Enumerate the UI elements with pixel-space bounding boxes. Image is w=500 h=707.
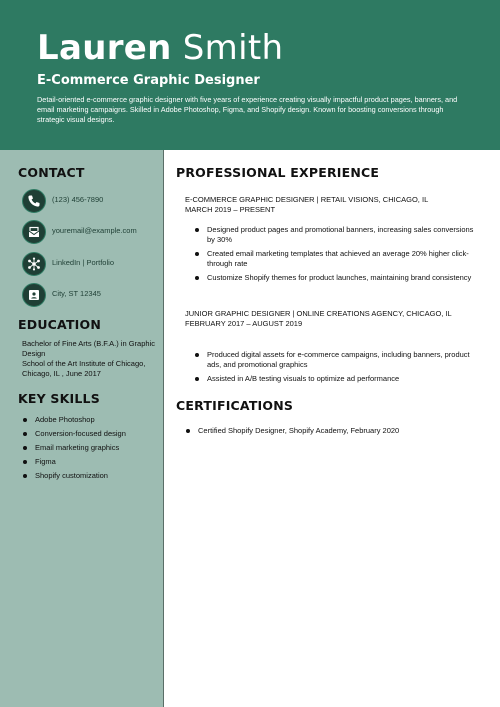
list-item: Email marketing graphics xyxy=(22,441,126,455)
contact-address xyxy=(22,283,162,307)
job-1-header xyxy=(185,195,470,215)
list-item: Assisted in A/B testing visuals to optimize ad performance xyxy=(195,374,475,384)
list-item: Designed product pages and promotional banners, increasing sales conversions by 30% xyxy=(195,225,475,245)
last-name: Smith xyxy=(182,28,284,68)
address-text: City, ST 12345 xyxy=(52,289,101,298)
certifications-heading: CERTIFICATIONS xyxy=(176,398,294,413)
certifications-list xyxy=(186,426,466,440)
job-2-header xyxy=(185,309,470,329)
contact-email[interactable] xyxy=(22,220,162,244)
education-details xyxy=(22,339,157,379)
contact-heading: CONTACT xyxy=(18,165,85,180)
education-heading: EDUCATION xyxy=(18,317,102,332)
network-icon xyxy=(22,252,46,276)
full-name xyxy=(37,28,283,68)
list-item: Created email marketing templates that achieved an average 20% higher click-through rate xyxy=(195,249,475,269)
experience-heading: PROFESSIONAL EXPERIENCE xyxy=(176,165,380,180)
contact-links[interactable] xyxy=(22,252,162,276)
professional-summary: Detail-oriented e-commerce graphic designer with five years of experience creating visually impactful product pages, banners, and email marketing campaigns. Skilled in Adobe Photoshop, Figma, and Shopify design. Known for boosting conversions through strategic visual designs. xyxy=(37,95,458,124)
job-title: E-Commerce Graphic Designer xyxy=(37,73,260,88)
email-text: youremail@example.com xyxy=(52,226,137,235)
contact-phone xyxy=(22,189,162,213)
resume-header xyxy=(0,0,500,150)
address-icon xyxy=(22,283,46,307)
job-2-bullets xyxy=(195,350,475,388)
job-2-title: JUNIOR GRAPHIC DESIGNER | ONLINE CREATIONS AGENCY, CHICAGO, IL xyxy=(185,309,452,318)
job-1-title: E-COMMERCE GRAPHIC DESIGNER | RETAIL VISIONS, CHICAGO, IL xyxy=(185,195,429,204)
list-item: Adobe Photoshop xyxy=(22,413,126,427)
list-item: Shopify customization xyxy=(22,469,126,483)
phone-icon xyxy=(22,189,46,213)
skills-heading: KEY SKILLS xyxy=(18,391,100,406)
list-item: Produced digital assets for e-commerce campaigns, including banners, product ads, and promotional graphics xyxy=(195,350,475,370)
list-item: Figma xyxy=(22,455,126,469)
links-text: LinkedIn | Portfolio xyxy=(52,258,114,267)
list-item: Certified Shopify Designer, Shopify Academy, February 2020 xyxy=(186,426,466,436)
job-2-dates: FEBRUARY 2017 – AUGUST 2019 xyxy=(185,319,303,328)
list-item: Conversion-focused design xyxy=(22,427,126,441)
column-divider xyxy=(163,150,164,707)
phone-text: (123) 456-7890 xyxy=(52,195,104,204)
education-degree: Bachelor of Fine Arts (B.F.A.) in Graphic Design xyxy=(22,339,155,358)
education-school: School of the Art Institute of Chicago, Chicago, IL , June 2017 xyxy=(22,359,146,378)
first-name: Lauren xyxy=(37,28,172,68)
job-1-dates: MARCH 2019 – PRESENT xyxy=(185,205,276,214)
job-1-bullets xyxy=(195,225,475,287)
email-icon xyxy=(22,220,46,244)
list-item: Customize Shopify themes for product launches, maintaining brand consistency xyxy=(195,273,475,283)
skills-list xyxy=(22,413,126,483)
